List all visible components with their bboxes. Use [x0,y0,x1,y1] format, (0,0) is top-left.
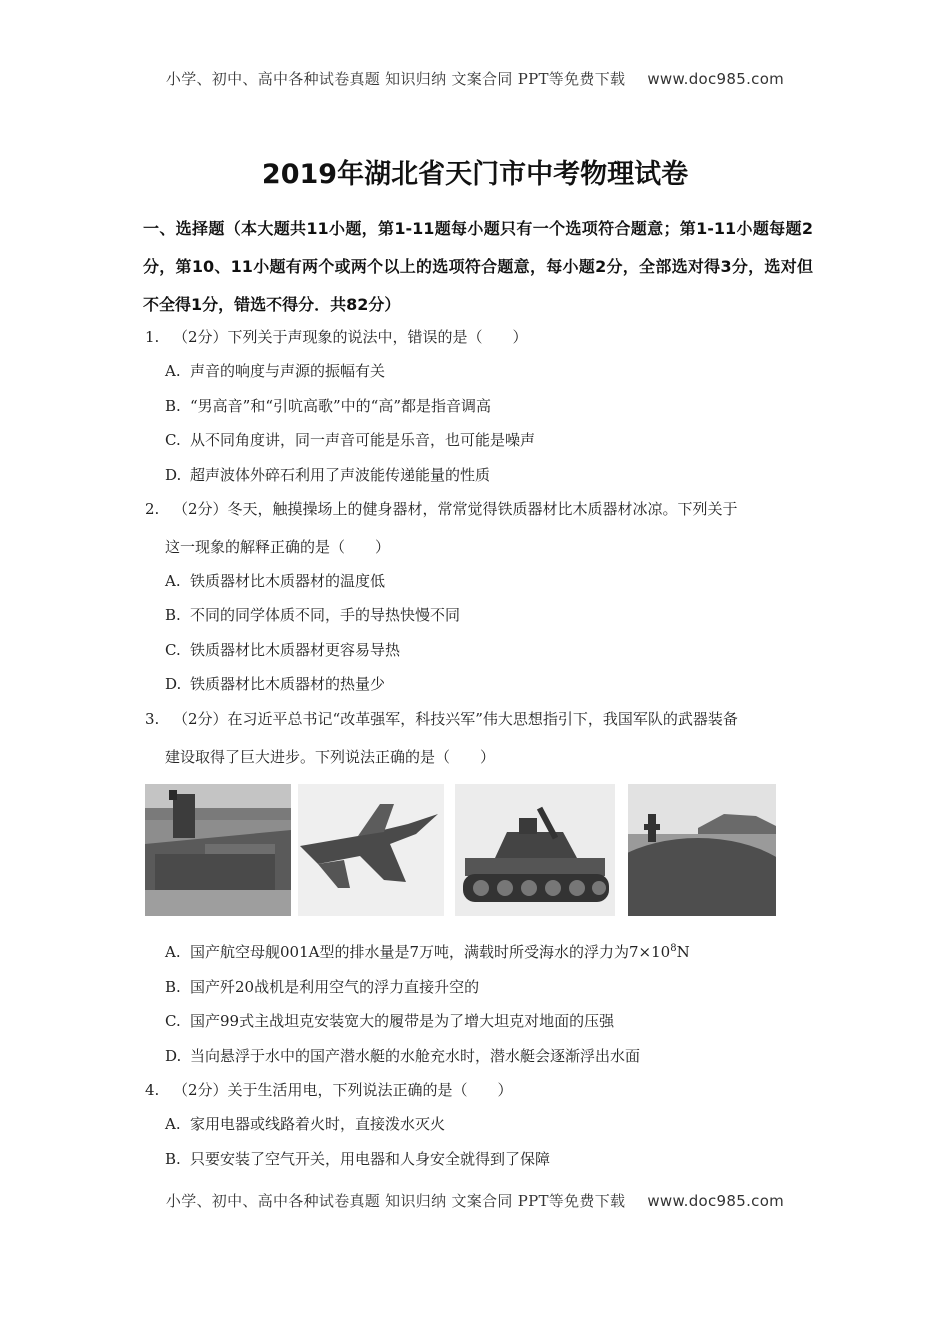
page-header [0,68,950,89]
option-3d: D. 当向悬浮于水中的国产潜水艇的水舱充水时，潜水艇会逐渐浮出水面 [165,1047,641,1065]
tank-image [455,784,615,916]
question-3 [145,708,738,729]
question-number: 1. [145,328,160,346]
aircraft-carrier-image [145,784,291,916]
option-2b: B. 不同的同学体质不同，手的导热快慢不同 [165,606,461,624]
exam-title: 2019年湖北省天门市中考物理试卷 [261,159,689,190]
option-1a: A. 声音的响度与声源的振幅有关 [165,362,386,380]
question-number: 4. [145,1081,160,1099]
question-1 [145,326,528,347]
question-number: 3. [145,710,160,728]
question-stem: （2分）冬天，触摸操场上的健身器材，常常觉得铁质器材比木质器材冰凉。下列关于 [173,500,738,518]
option-1d: D. 超声波体外碎石利用了声波能传递能量的性质 [165,466,491,484]
submarine-image [628,784,776,916]
header-url[interactable]: www.doc985.com [647,70,785,88]
header-text: 小学、初中、高中各种试卷真题 知识归纳 文案合同 PPT等免费下载 [165,70,626,88]
question-3-cont: 建设取得了巨大进步。下列说法正确的是（ ） [165,748,496,766]
question-4 [145,1079,513,1100]
option-3b: B. 国产歼20战机是利用空气的浮力直接升空的 [165,978,480,996]
question-stem: （2分）关于生活用电，下列说法正确的是（ ） [173,1081,513,1099]
option-3c: C. 国产99式主战坦克安装宽大的履带是为了增大坦克对地面的压强 [165,1012,615,1030]
page-footer [0,1190,950,1211]
section-instructions: 一、选择题（本大题共11小题，第1-11题每小题只有一个选项符合题意；第1-11小题每题2分，第10、11小题有两个或两个以上的选项符合题意，每小题2分，全部选对得3分，选对但不全得1分，错选不得分．共82分） [143,219,813,314]
option-2a: A. 铁质器材比木质器材的温度低 [165,572,386,590]
fighter-jet-image [298,784,444,916]
question-stem: （2分）下列关于声现象的说法中，错误的是（ ） [173,328,528,346]
option-4a: A. 家用电器或线路着火时，直接泼水灭火 [165,1115,446,1133]
option-2d: D. 铁质器材比木质器材的热量少 [165,675,386,693]
option-1c: C. 从不同角度讲，同一声音可能是乐音，也可能是噪声 [165,431,536,449]
footer-text: 小学、初中、高中各种试卷真题 知识归纳 文案合同 PPT等免费下载 [165,1192,626,1210]
footer-url[interactable]: www.doc985.com [647,1192,785,1210]
question-number: 2. [145,500,160,518]
question-2 [145,498,738,519]
question-2-cont: 这一现象的解释正确的是（ ） [165,538,391,556]
question-stem: （2分）在习近平总书记“改革强军，科技兴军”伟大思想指引下，我国军队的武器装备 [173,710,738,728]
option-4b: B. 只要安装了空气开关，用电器和人身安全就得到了保障 [165,1150,551,1168]
option-3a: A. 国产航空母舰001A型的排水量是7万吨，满载时所受海水的浮力为$7\times 10^8N$ [165,943,690,961]
option-1b: B. “男高音”和“引吭高歌”中的“高”都是指音调高 [165,397,492,415]
option-2c: C. 铁质器材比木质器材更容易导热 [165,641,401,659]
